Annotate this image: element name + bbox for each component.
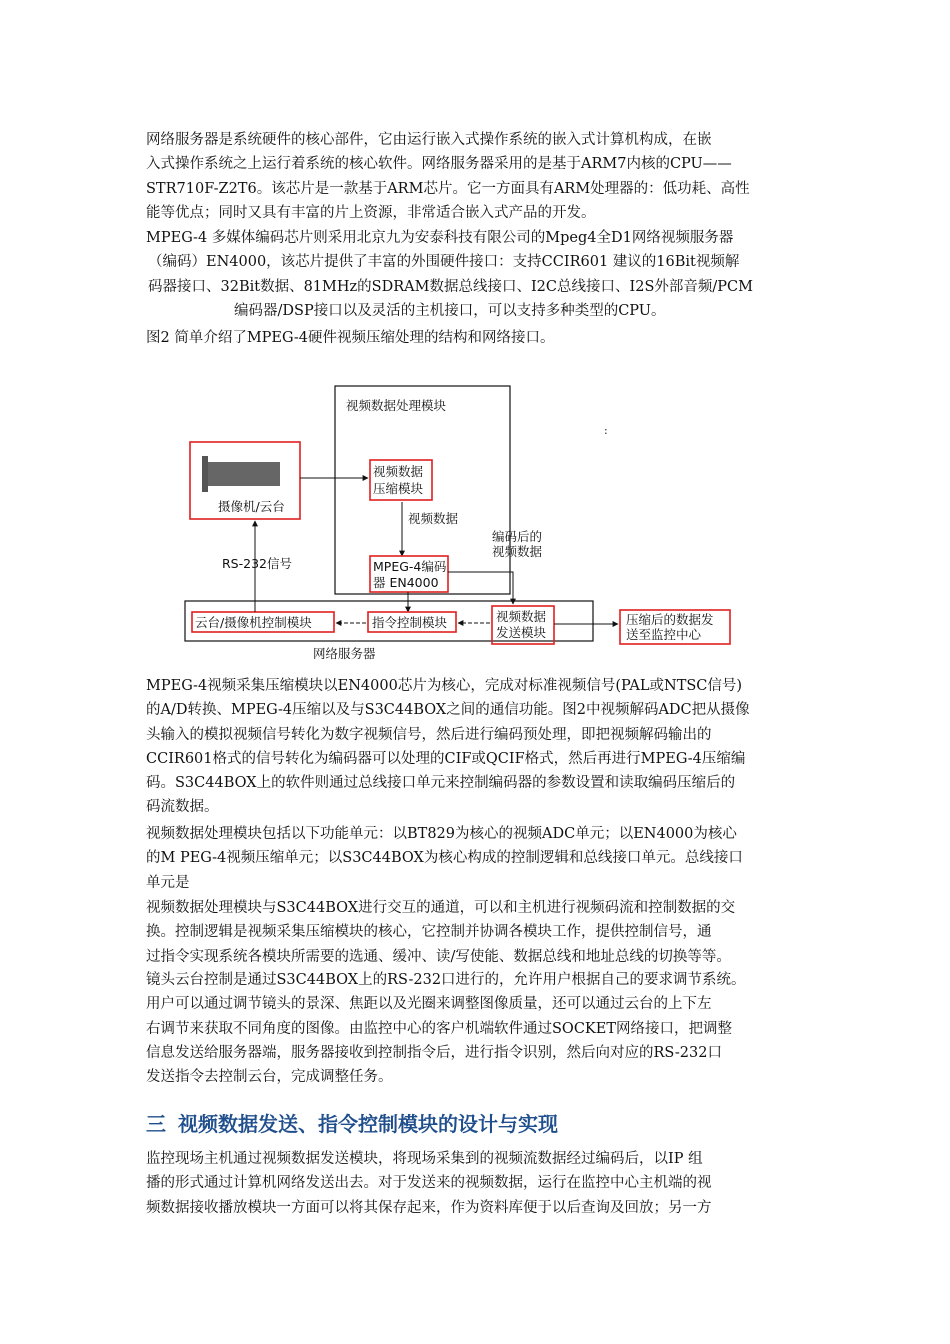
text-line: 视频数据处理模块与S3C44BOX进行交互的通道，可以和主机进行视频码流和控制数据的交 xyxy=(146,900,736,916)
paragraph-function-units xyxy=(146,822,816,895)
section-title: 视频数据发送、指令控制模块的设计与实现 xyxy=(178,1112,558,1136)
text-line: 信息发送给服务器端，服务器接收到控制指令后，进行指令识别，然后向对应的RS-232口 xyxy=(146,1044,722,1061)
section-heading xyxy=(146,1108,558,1137)
compression-label-1: 视频数据 xyxy=(373,464,424,479)
text-line: 监控现场主机通过视频数据发送模块，将现场采集到的视频流数据经过编码后，以IP 组 xyxy=(146,1151,703,1167)
text-line: 镜头云台控制是通过S3C44BOX上的RS-232口进行的，允许用户根据自己的要求调节系统。 xyxy=(146,972,746,988)
paragraph-mpeg4-module xyxy=(146,674,816,820)
text-line: 过指令实现系统各模块所需要的选通、缓冲、读/写使能、数据总线和地址总线的切换等等。 xyxy=(146,948,731,965)
text-line: 编码器/DSP接口以及灵活的主机接口，可以支持多种类型的CPU。 xyxy=(234,302,666,319)
text-line: 能等优点；同时又具有丰富的片上资源，非常适合嵌入式产品的开发。 xyxy=(146,204,596,221)
text-line: MPEG-4视频采集压缩模块以EN4000芯片为核心，完成对标准视频信号(PAL或NTSC信号) xyxy=(146,678,743,694)
text-line: 用户可以通过调节镜头的景深、焦距以及光圈来调整图像质量，还可以通过云台的上下左 xyxy=(146,996,712,1013)
paragraph-network-server xyxy=(146,128,816,225)
text-line: 单元是 xyxy=(146,874,190,891)
text-line: STR710F-Z2T6。该芯片是一款基于ARM芯片。它一方面具有ARM处理器的：低功耗、高性 xyxy=(146,180,750,197)
text-line: 头输入的模拟视频信号转化为数字视频信号，然后进行编码预处理，即把视频解码输出的 xyxy=(146,726,712,743)
network-server-label: 网络服务器 xyxy=(313,646,376,661)
text-line: 图2 简单介绍了MPEG-4硬件视频压缩处理的结构和网络接口。 xyxy=(146,330,555,346)
compression-label-2: 压缩模块 xyxy=(373,481,424,496)
text-line: 频数据接收播放模块一方面可以将其保存起来，作为资料库便于以后查询及回放；另一方 xyxy=(146,1199,712,1216)
video-processing-module-title: 视频数据处理模块 xyxy=(346,398,447,413)
text-line: 右调节来获取不同角度的图像。由监控中心的客户机端软件通过SOCKET网络接口，把调整 xyxy=(146,1020,733,1037)
encoded-video-label-1: 编码后的 xyxy=(492,529,543,544)
text-line: 播的形式通过计算机网络发送出去。对于发送来的视频数据，运行在监控中心主机端的视 xyxy=(146,1175,712,1192)
ptz-control-label: 云台/摄像机控制模块 xyxy=(195,615,312,630)
text-line: 码流数据。 xyxy=(146,799,219,816)
mpeg4-label-1: MPEG-4编码 xyxy=(373,559,447,574)
text-line: 网络服务器是系统硬件的核心部件，它由运行嵌入式操作系统的嵌入式计算机构成，在嵌 xyxy=(146,132,712,148)
text-line: MPEG-4 多媒体编码芯片则采用北京九为安泰科技有限公司的Mpeg4全D1网络视频服务器 xyxy=(146,230,734,246)
paragraph-control-logic xyxy=(146,896,816,969)
stray-mark: : xyxy=(604,424,608,437)
camera-lens-icon xyxy=(202,456,208,492)
mpeg4-label-2: 器 EN4000 xyxy=(373,575,439,590)
text-line: 的A/D转换、MPEG-4压缩以及与S3C44BOX之间的通信功能。图2中视频解码ADC把从摄像 xyxy=(146,702,750,719)
text-line: 视频数据处理模块包括以下功能单元：以BT829为核心的视频ADC单元；以EN4000为核心 xyxy=(146,826,737,842)
command-control-label: 指令控制模块 xyxy=(372,615,448,630)
video-data-label: 视频数据 xyxy=(408,511,459,526)
system-diagram xyxy=(180,380,750,665)
send-label-1: 视频数据 xyxy=(496,609,547,624)
text-line: 的M PEG-4视频压缩单元；以S3C44BOX为核心构成的控制逻辑和总线接口单元。总线接口 xyxy=(146,850,743,867)
text-line: CCIR601格式的信号转化为编码器可以处理的CIF或QCIF格式，然后再进行MPEG-4压缩编 xyxy=(146,750,746,767)
section-number: 三 xyxy=(146,1112,166,1136)
text-line: 码器接口、32Bit数据、81MHz的SDRAM数据总线接口、I2C总线接口、I2S外部音频/PCM xyxy=(148,278,753,295)
text-line: 码。S3C44BOX上的软件则通过总线接口单元来控制编码器的参数设置和读取编码压缩后的 xyxy=(146,775,736,792)
paragraph-multicast xyxy=(146,1147,816,1220)
text-line: （编码）EN4000，该芯片提供了丰富的外围硬件接口：支持CCIR601 建议的16Bit视频解 xyxy=(148,254,740,271)
text-line: 入式操作系统之上运行着系统的核心软件。网络服务器采用的是基于ARM7内核的CPU—— xyxy=(146,156,732,173)
paragraph-ptz-control xyxy=(146,968,816,1089)
text-line: 换。控制逻辑是视频采集压缩模块的核心，它控制并协调各模块工作，提供控制信号，通 xyxy=(146,924,712,941)
paragraph-mpeg4-chip xyxy=(146,226,816,323)
output-label-1: 压缩后的数据发 xyxy=(626,612,714,627)
paragraph-figure-intro xyxy=(146,326,816,350)
send-label-2: 发送模块 xyxy=(496,625,547,640)
output-label-2: 送至监控中心 xyxy=(626,627,702,642)
camera-label: 摄像机/云台 xyxy=(218,499,285,514)
rs232-label: RS-232信号 xyxy=(222,556,292,571)
encoded-video-label-2: 视频数据 xyxy=(492,544,543,559)
camera-icon xyxy=(202,462,280,486)
text-line: 发送指令去控制云台，完成调整任务。 xyxy=(146,1069,393,1086)
